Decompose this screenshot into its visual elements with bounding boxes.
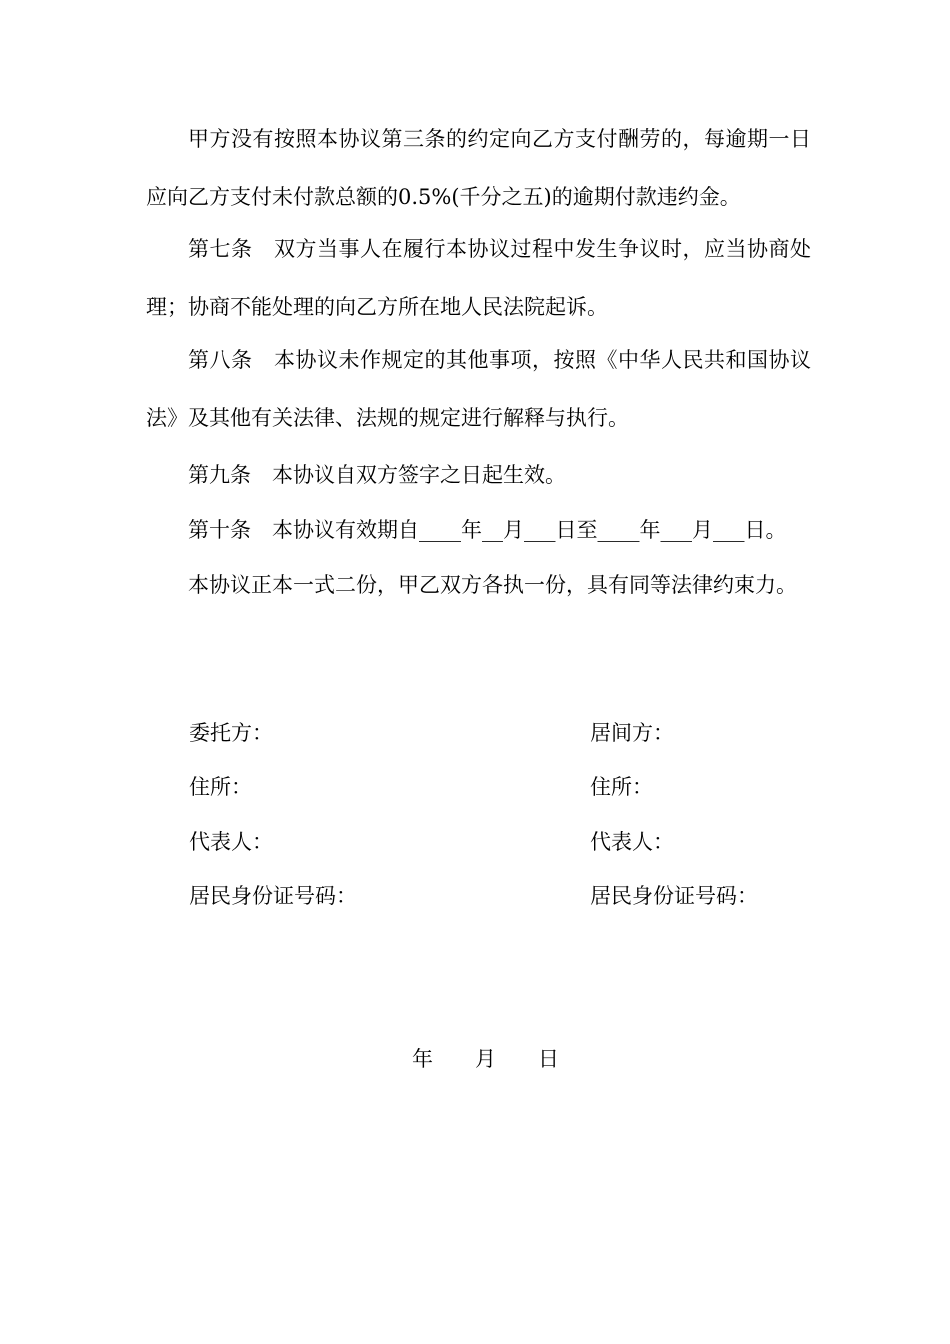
client-party-label: 委托方： <box>189 721 273 745</box>
broker-address-label: 住所： <box>590 775 653 799</box>
broker-party-label: 居间方： <box>590 721 674 745</box>
date-line: 年 月 日 <box>412 1047 559 1071</box>
paragraph-late-payment: 甲方没有按照本协议第三条的约定向乙方支付酬劳的，每逾期一日应向乙方支付未付款总额的0.5%(千分之五)的逾期付款违约金。 <box>146 127 811 209</box>
client-id-number-label: 居民身份证号码： <box>189 884 357 908</box>
broker-representative-label: 代表人： <box>590 830 674 854</box>
paragraph-article-7: 第七条 双方当事人在履行本协议过程中发生争议时，应当协商处理；协商不能处理的向乙方所在地人民法院起诉。 <box>146 237 811 319</box>
paragraph-article-9: 第九条 本协议自双方签字之日起生效。 <box>188 463 566 487</box>
broker-id-number-label: 居民身份证号码： <box>590 884 758 908</box>
client-representative-label: 代表人： <box>189 830 273 854</box>
paragraph-article-10: 第十条 本协议有效期自____年__月___日至____年___月___日。 <box>188 518 787 542</box>
paragraph-copies: 本协议正本一式二份，甲乙双方各执一份，具有同等法律约束力。 <box>188 573 797 597</box>
paragraph-article-8: 第八条 本协议未作规定的其他事项，按照《中华人民共和国协议法》及其他有关法律、法规的规定进行解释与执行。 <box>146 348 811 430</box>
client-address-label: 住所： <box>189 775 252 799</box>
